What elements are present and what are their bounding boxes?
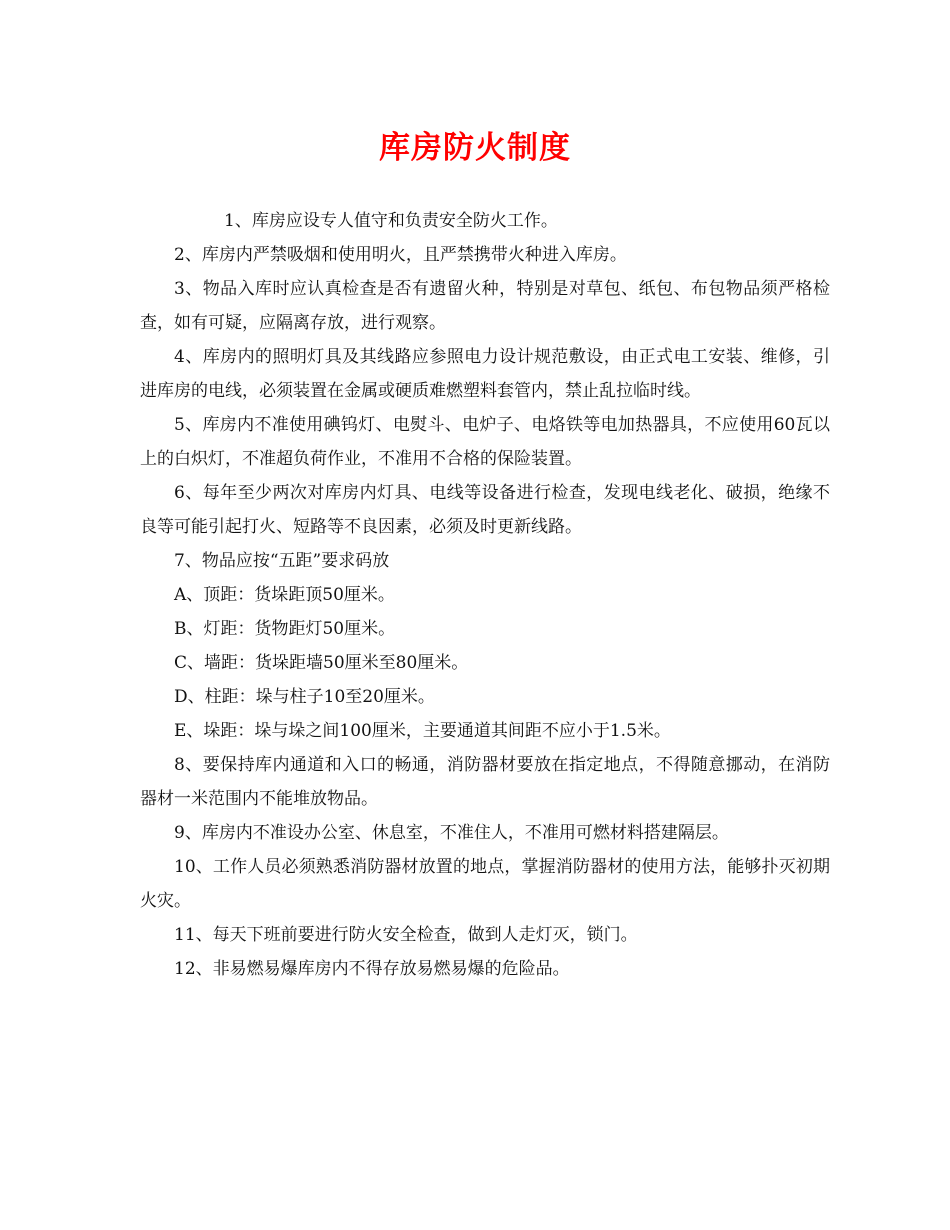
- rule-paragraph-2: 2、库房内严禁吸烟和使用明火，且严禁携带火种进入库房。: [174, 245, 627, 265]
- rule-paragraph-5: 5、库房内不准使用碘钨灯、电熨斗、电炉子、电烙铁等电加热器具，不应使用60瓦以上的白炽灯，不准超负荷作业，不准用不合格的保险装置。: [140, 415, 830, 469]
- rule-paragraph-9: 9、库房内不准设办公室、休息室，不准住人，不准用可燃材料搭建隔层。: [174, 823, 729, 843]
- document-body: [140, 204, 830, 986]
- sub-rule-a: A、顶距：货垛距顶50厘米。: [174, 585, 395, 605]
- rule-paragraph-4: 4、库房内的照明灯具及其线路应参照电力设计规范敷设，由正式电工安装、维修，引进库房的电线，必须装置在金属或硬质难燃塑料套管内，禁止乱拉临时线。: [140, 347, 830, 401]
- rule-paragraph-3: 3、物品入库时应认真检查是否有遗留火种，特别是对草包、纸包、布包物品须严格检查，如有可疑，应隔离存放，进行观察。: [140, 279, 830, 333]
- rule-paragraph-11: 11、每天下班前要进行防火安全检查，做到人走灯灭，锁门。: [174, 925, 638, 945]
- rule-paragraph-10: 10、工作人员必须熟悉消防器材放置的地点，掌握消防器材的使用方法，能够扑灭初期火灾。: [140, 857, 830, 911]
- rule-paragraph-1: 1、库房应设专人值守和负责安全防火工作。: [224, 211, 558, 231]
- sub-rule-e: E、垛距：垛与垛之间100厘米，主要通道其间距不应小于1.5米。: [174, 721, 671, 741]
- rule-paragraph-7: 7、物品应按“五距”要求码放: [174, 551, 390, 571]
- rule-paragraph-6: 6、每年至少两次对库房内灯具、电线等设备进行检查，发现电线老化、破损，绝缘不良等可能引起打火、短路等不良因素，必须及时更新线路。: [140, 483, 830, 537]
- rule-paragraph-8: 8、要保持库内通道和入口的畅通，消防器材要放在指定地点，不得随意挪动，在消防器材一米范围内不能堆放物品。: [140, 755, 830, 809]
- rule-paragraph-12: 12、非易燃易爆库房内不得存放易燃易爆的危险品。: [174, 959, 570, 979]
- sub-rule-c: C、墙距：货垛距墙50厘米至80厘米。: [174, 653, 469, 673]
- document-title: 库房防火制度: [379, 130, 571, 166]
- sub-rule-d: D、柱距：垛与柱子10至20厘米。: [174, 687, 435, 707]
- sub-rule-b: B、灯距：货物距灯50厘米。: [174, 619, 396, 639]
